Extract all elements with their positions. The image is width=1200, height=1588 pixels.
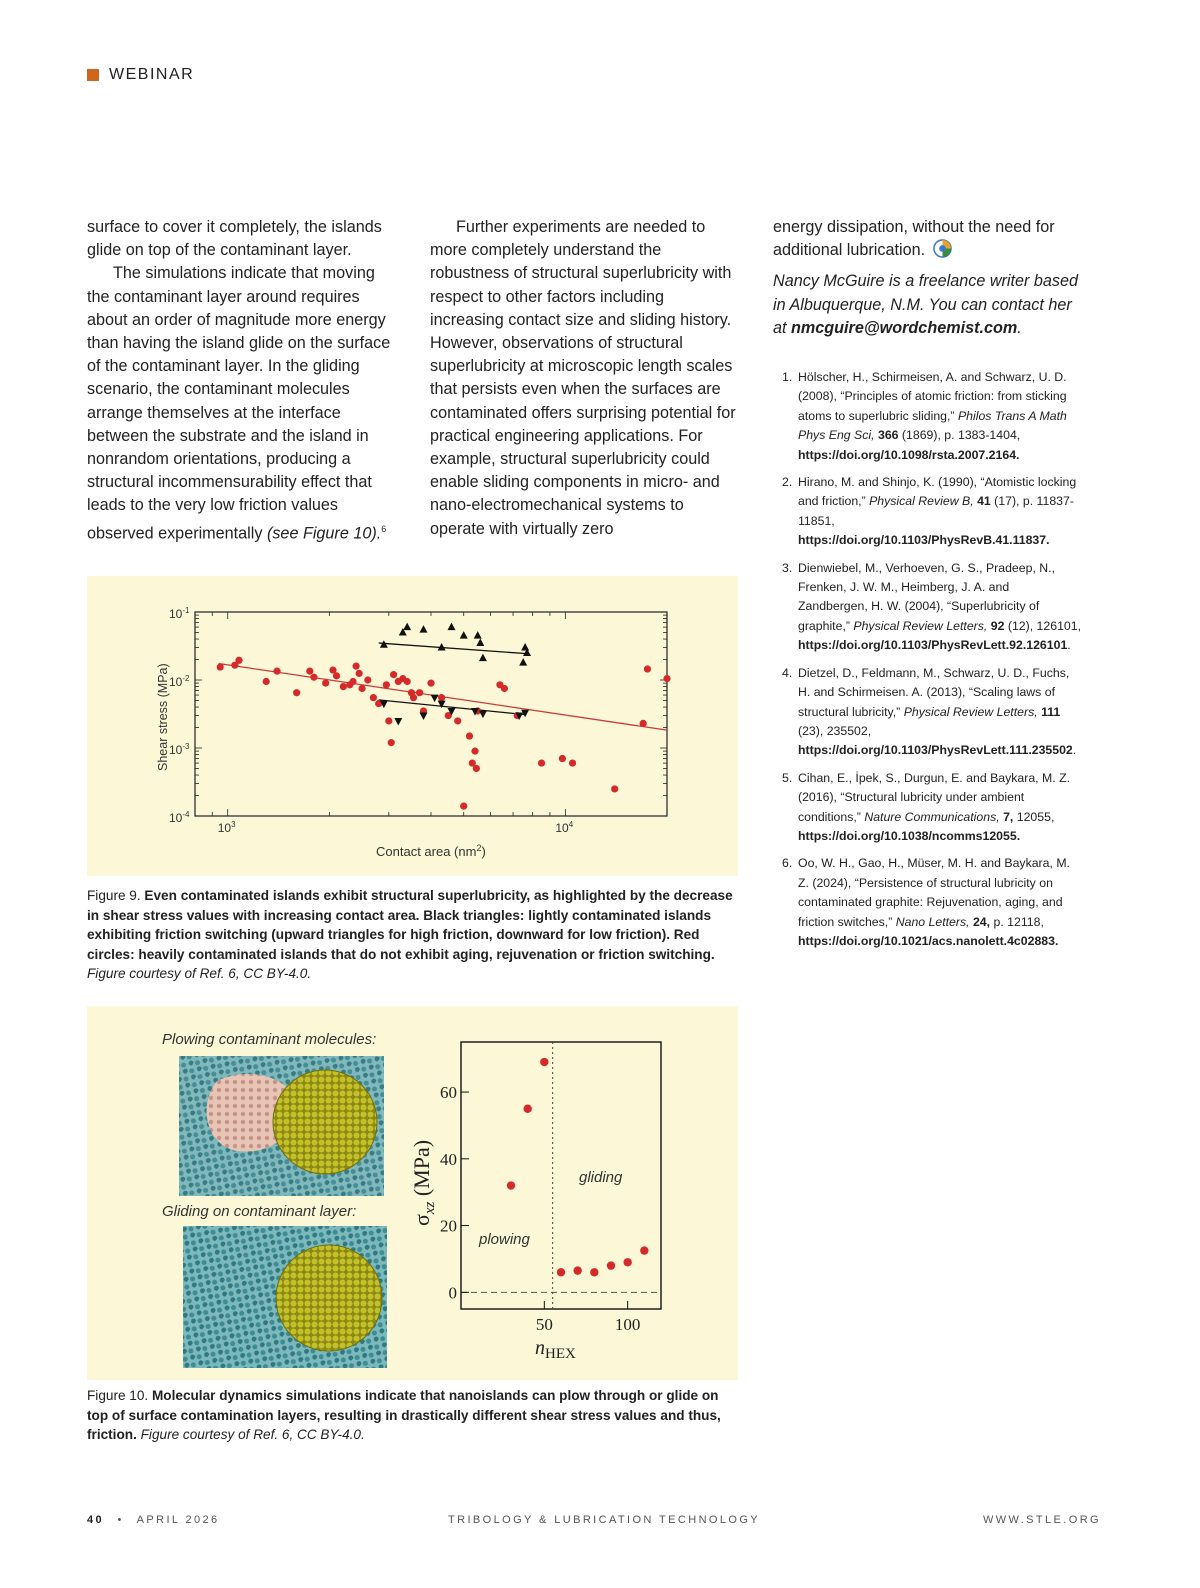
reference-doi-link[interactable]: https://doi.org/10.1021/acs.nanolett.4c02883. — [798, 933, 1059, 948]
reference-item — [782, 559, 1082, 656]
data-point-circle — [410, 694, 417, 701]
figure-10-graphic — [87, 1006, 738, 1380]
data-point-triangle-up — [419, 625, 427, 633]
data-point-circle — [460, 802, 467, 809]
gliding-simulation-image — [183, 1226, 387, 1368]
footer-left — [87, 1514, 220, 1526]
reference-number: 2. — [782, 475, 793, 490]
data-point-circle — [293, 689, 300, 696]
x-axis-label: Contact area $(nm^2)$ — [376, 843, 486, 859]
data-point-circle — [263, 678, 270, 685]
reference-authors: Dienwiebel, M., Verhoeven, G. S., Pradeep, N., Frenken, J. W. M., Heimberg, J. A. and Zandbergen, H. W. (2004), “Superlubricity of graphite,” — [798, 560, 1055, 633]
data-point-circle — [538, 759, 545, 766]
figure-9-credit: Figure courtesy of Ref. 6, CC BY-4.0. — [87, 966, 312, 981]
data-point — [523, 1105, 531, 1113]
reference-journal: Physical Review Letters, — [853, 618, 988, 633]
gliding-panel-label: Gliding on contaminant layer: — [162, 1203, 357, 1220]
reference-volume: 41 — [977, 494, 991, 509]
figure-10-chart — [409, 1042, 661, 1362]
data-point — [590, 1268, 598, 1276]
reference-doi-link[interactable]: https://doi.org/10.1103/PhysRevLett.111.235502 — [798, 743, 1073, 758]
body-column-2 — [430, 216, 742, 541]
x-tick-label: 100 — [614, 1315, 641, 1334]
figure-10-credit: Figure courtesy of Ref. 6, CC BY-4.0. — [140, 1427, 365, 1442]
data-point-circle — [383, 681, 390, 688]
figure-9-panel — [87, 576, 738, 876]
reference-item — [782, 769, 1082, 847]
y-tick-label: $10^{-1}$ — [169, 606, 190, 621]
data-point-triangle-down — [419, 713, 427, 721]
data-point-circle — [322, 680, 329, 687]
y-tick-label: 0 — [448, 1283, 457, 1303]
reference-doi-link[interactable]: https://doi.org/10.1103/PhysRevB.41.11837. — [798, 533, 1050, 548]
plowing-panel-label: Plowing contaminant molecules: — [162, 1031, 377, 1048]
reference-pages: 12055, — [1013, 809, 1055, 824]
reference-item — [782, 368, 1082, 465]
citation-sup: 6 — [381, 523, 387, 534]
reference-number: 6. — [782, 856, 793, 871]
data-point-circle — [358, 685, 365, 692]
x-tick-label: 50 — [535, 1315, 553, 1334]
data-point-circle — [390, 671, 397, 678]
figure-10-caption-bold: Molecular dynamics simulations indicate that nanoislands can plow through or glide on top of surface contamination layers, resulting in drastically different shear stress values and thus, friction. — [87, 1388, 721, 1442]
reference-pages: (23), 235502, — [798, 723, 872, 738]
data-point-circle — [559, 755, 566, 762]
figure-9-label: Figure 9. — [87, 888, 145, 903]
reference-pages: p. 12118, — [990, 914, 1044, 929]
figure-10-caption — [87, 1386, 742, 1445]
trend-line — [379, 643, 525, 654]
figure-9-chart — [87, 576, 738, 876]
figure-reference: (see Figure 10). — [266, 524, 382, 543]
reference-item — [782, 664, 1082, 761]
data-point-circle — [473, 765, 480, 772]
y-tick-label: $10^{-2}$ — [169, 674, 190, 689]
figure-10-panel — [87, 1006, 738, 1380]
plowing-simulation-image — [179, 1056, 384, 1196]
data-point — [557, 1268, 565, 1276]
footer-separator: • — [117, 1514, 124, 1526]
paragraph: Further experiments are needed to more completely understand the robustness of structural superlubricity with respect to other factors including increasing contact size and sliding history. However, observations of structural superlubricity at microscopic length scales that persists even when the surfaces are contaminated offers surprising potential for practical engineering applications. For example, structural superlubricity could enable sliding components in micro- and nano-electromechanical systems to operate with virtually zero — [430, 218, 736, 538]
data-point-triangle-up — [479, 654, 487, 662]
y-tick-label: 20 — [440, 1216, 457, 1236]
reference-volume: 111 — [1041, 704, 1061, 719]
y-axis-label: $\sigma_{xz}$ (MPa) — [409, 1139, 438, 1226]
reference-punct: . — [1072, 743, 1077, 758]
data-point-circle — [370, 694, 377, 701]
reference-journal: Physical Review B, — [869, 494, 974, 509]
data-point-triangle-down — [479, 711, 487, 719]
publication-name: TRIBOLOGY & LUBRICATION TECHNOLOGY — [448, 1514, 761, 1526]
reference-doi-link[interactable]: https://doi.org/10.1038/ncomms12055. — [798, 828, 1021, 843]
data-point-circle — [385, 717, 392, 724]
section-marker-icon — [87, 69, 99, 81]
plot-frame — [195, 612, 667, 816]
issue-date: APRIL 2026 — [136, 1514, 220, 1526]
data-point-circle — [235, 657, 242, 664]
data-point-circle — [501, 685, 508, 692]
reference-punct: . — [1067, 638, 1071, 653]
data-point-circle — [644, 665, 651, 672]
data-point-circle — [416, 689, 423, 696]
data-point-circle — [427, 680, 434, 687]
section-title: WEBINAR — [109, 66, 195, 83]
reference-list — [782, 368, 1082, 959]
section-tag — [87, 66, 194, 84]
data-point-triangle-up — [521, 643, 529, 651]
reference-doi-link[interactable]: https://doi.org/10.1103/PhysRevLett.92.126101 — [798, 638, 1068, 653]
figure-10-label: Figure 10. — [87, 1388, 152, 1403]
paragraph-text: The simulations indicate that moving the contaminant layer around requires about an order of magnitude more energy than having the island glide on the surface of the contaminant layer. In the gliding scenario, the contaminant molecules arrange themselves at the interface between the substrate and the island in nonrandom orientations, producing a structural incommensurability effect that leads to the very low friction values observed experimentally — [87, 264, 391, 543]
reference-number: 3. — [782, 560, 793, 575]
reference-volume: 366 — [877, 428, 899, 443]
data-point-circle — [569, 759, 576, 766]
data-point-circle — [273, 668, 280, 675]
reference-journal: Physical Review Letters, — [903, 704, 1038, 719]
reference-authors: Hölscher, H., Schirmeisen, A. and Schwarz, U. D. (2008), “Principles of atomic friction: from sticking atoms to superlubric sliding,” — [798, 370, 1067, 423]
reference-item — [782, 854, 1082, 951]
data-point-triangle-up — [460, 631, 468, 639]
author-bio — [773, 270, 1085, 340]
reference-volume: 24, — [972, 914, 991, 929]
data-point-triangle-up — [447, 623, 455, 631]
reference-doi-link[interactable]: https://doi.org/10.1098/rsta.2007.2164. — [798, 447, 1020, 462]
x-axis-label: $n_{HEX}$ — [535, 1337, 576, 1362]
x-tick-label: $10^4$ — [555, 820, 574, 835]
y-tick-label: $10^{-3}$ — [169, 742, 190, 757]
data-point-circle — [663, 675, 670, 682]
data-point-circle — [352, 663, 359, 670]
website-link[interactable]: WWW.STLE.ORG — [982, 1514, 1101, 1526]
reference-item — [782, 473, 1082, 551]
y-tick-label: 60 — [440, 1083, 457, 1103]
data-point-triangle-down — [394, 718, 402, 726]
data-point-circle — [306, 668, 313, 675]
reference-authors: Cihan, E., İpek, S., Durgun, E. and Baykara, M. Z. (2016), “Structural lubricity under ambient conditions,” — [798, 770, 1071, 824]
data-point-circle — [364, 676, 371, 683]
paragraph-text: energy dissipation, without the need for additional lubrication. — [773, 218, 1055, 260]
reference-authors: Dietzel, D., Feldmann, M., Schwarz, U. D., Fuchs, H. and Schirmeisen. A. (2013), “Scaling laws of structural lubricity,” — [798, 665, 1070, 719]
reference-number: 5. — [782, 770, 793, 785]
page-number: 40 — [87, 1514, 105, 1526]
author-email-link[interactable]: nmcguire@wordchemist.com — [791, 318, 1018, 337]
reference-journal: Nano Letters, — [895, 914, 970, 929]
y-tick-label: 40 — [440, 1149, 457, 1169]
y-tick-label: $10^{-4}$ — [169, 810, 190, 825]
reference-pages: (1869), p. 1383-1404, — [898, 428, 1021, 443]
data-point-circle — [438, 694, 445, 701]
data-point-circle — [454, 717, 461, 724]
bio-text: Nancy McGuire is a freelance writer based in Albuquerque, N.M. You can contact her at — [773, 272, 1078, 337]
reference-journal: Nature Communications, — [864, 809, 1000, 824]
paragraph: surface to cover it completely, the islands glide on top of the contaminant layer. — [87, 218, 382, 260]
data-point — [507, 1181, 515, 1189]
data-point-circle — [349, 678, 356, 685]
data-point-circle — [217, 663, 224, 670]
data-point — [540, 1058, 548, 1066]
figure-9-caption-bold: Even contaminated islands exhibit structural superlubricity, as highlighted by the decrease in shear stress values with increasing contact area. Black triangles: lightly contaminated islands exhibiting friction switching (upward triangles for high friction, downward for low friction). Red circles: heavily contaminated islands that do not exhibit aging, rejuvenation or friction switching. — [87, 888, 733, 962]
reference-journal: Philos Trans A Math Phys Eng Sci, — [798, 408, 1067, 443]
plowing-annotation: plowing — [479, 1231, 530, 1248]
data-point — [640, 1246, 648, 1254]
reference-pages: (17), p. 11837-11851, — [798, 494, 1074, 528]
data-point-circle — [340, 683, 347, 690]
figure-9-caption — [87, 886, 742, 984]
data-point-circle — [471, 748, 478, 755]
bio-punct: . — [1017, 318, 1022, 337]
reference-volume: 92 — [990, 618, 1005, 633]
data-point-circle — [333, 672, 340, 679]
body-column-1 — [87, 216, 397, 545]
y-axis-label: Shear stress (MPa) — [156, 663, 170, 771]
data-point-triangle-up — [403, 623, 411, 631]
data-point-circle — [640, 720, 647, 727]
data-point-circle — [611, 785, 618, 792]
reference-pages: (12), 126101, — [1004, 618, 1082, 633]
reference-volume: 7, — [1003, 809, 1014, 824]
data-point-triangle-up — [474, 631, 482, 639]
x-tick-label: $10^3$ — [217, 820, 236, 835]
data-point-circle — [310, 674, 317, 681]
gliding-annotation: gliding — [579, 1169, 623, 1186]
data-point — [623, 1258, 631, 1266]
stle-end-icon — [933, 239, 952, 258]
data-point-triangle-down — [431, 695, 439, 703]
data-point-circle — [356, 670, 363, 677]
data-point-circle — [466, 732, 473, 739]
data-point-circle — [404, 678, 411, 685]
data-point-triangle-up — [519, 658, 527, 666]
paragraph — [87, 262, 397, 545]
reference-number: 4. — [782, 665, 793, 680]
body-column-3 — [773, 216, 1085, 340]
data-point-circle — [388, 739, 395, 746]
reference-authors: Hirano, M. and Shinjo, K. (1990), “Atomistic locking and friction,” — [798, 475, 1077, 509]
reference-number: 1. — [782, 370, 793, 384]
paragraph — [773, 216, 1085, 262]
data-point-triangle-up — [476, 639, 484, 647]
reference-authors: Oo, W. H., Gao, H., Müser, M. H. and Baykara, M. Z. (2024), “Persistence of structural lubricity on contaminated graphite: Rejuvenation, aging, and friction switches,” — [798, 856, 1070, 929]
data-point — [573, 1266, 581, 1274]
data-point — [607, 1261, 615, 1269]
